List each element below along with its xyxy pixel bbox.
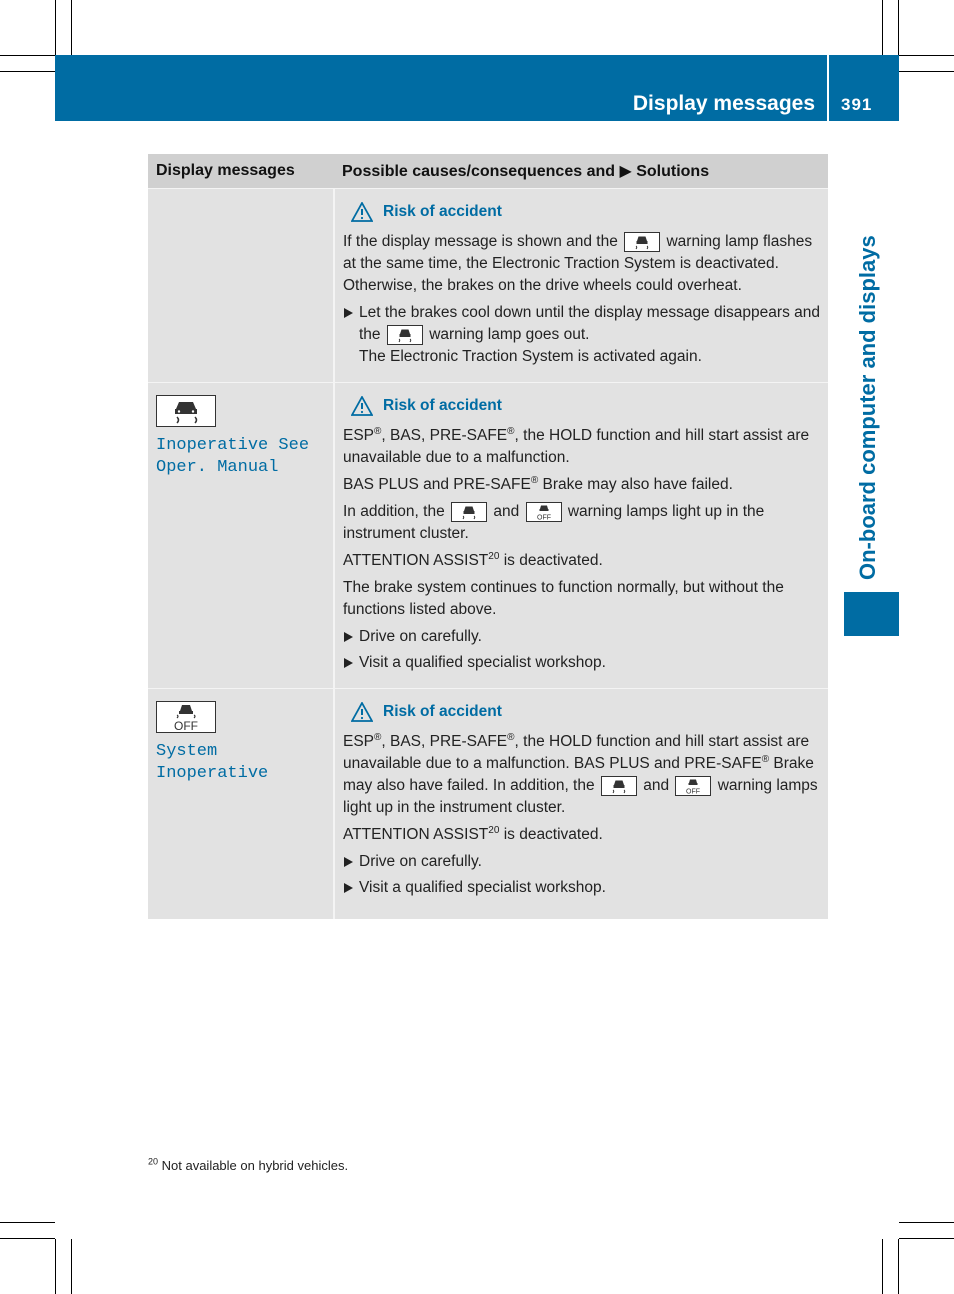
text: warning lamp flashes at the same time, the Electronic Traction System is deactivated. Otherwise, the brakes on the drive wheels could overheat. (343, 233, 813, 294)
crop-mark (899, 71, 954, 72)
display-message-text: Inoperative See Oper. Manual (156, 436, 310, 477)
footnote-ref[interactable]: 20 (488, 824, 500, 836)
solution-cell (334, 189, 828, 383)
table-header-row (148, 154, 828, 189)
text: warning lamp goes out. (429, 326, 590, 343)
text: warning lamps light up in the instrument cluster. (343, 777, 818, 816)
crop-mark (898, 1239, 899, 1294)
esp-off-lamp-icon (156, 701, 216, 733)
registered-mark: ® (374, 731, 382, 743)
text: , the HOLD function and hill start assist are unavailable due to a malfunction. (343, 427, 810, 466)
warning-heading (351, 395, 820, 417)
esp-skid-lamp-icon (387, 325, 423, 345)
display-message-cell (148, 689, 334, 920)
crop-mark (0, 55, 55, 56)
table-row (148, 189, 828, 383)
solution-cell (334, 383, 828, 689)
text: and (493, 503, 520, 520)
warning-title: Risk of accident (383, 703, 502, 720)
registered-mark: ® (374, 425, 382, 437)
display-message-cell (148, 189, 334, 383)
footnote (148, 1158, 348, 1173)
warning-triangle-icon (351, 396, 373, 416)
bullet-arrow-icon (344, 857, 353, 867)
registered-mark: ® (507, 731, 515, 743)
svg-text:OFF: OFF (536, 514, 551, 521)
warning-heading (351, 701, 820, 723)
footnote-ref[interactable]: 20 (488, 550, 500, 562)
paragraph (343, 425, 820, 469)
header-divider (827, 55, 829, 121)
bullet-arrow-icon (344, 632, 353, 642)
esp-skid-lamp-icon (451, 502, 487, 522)
warning-triangle-icon (351, 702, 373, 722)
paragraph (343, 231, 820, 297)
esp-off-lamp-icon (526, 502, 562, 522)
bullet-arrow-icon (344, 883, 353, 893)
paragraph: The brake system continues to function normally, but without the functions listed above. (343, 579, 784, 618)
col-header-display-messages: Display messages (148, 154, 334, 189)
display-message-text: System Inoperative (156, 742, 269, 783)
crop-mark (899, 1222, 954, 1223)
crop-mark (55, 0, 56, 55)
crop-mark (882, 1239, 883, 1294)
esp-skid-lamp-icon (601, 776, 637, 796)
crop-mark (0, 1238, 55, 1239)
text: ATTENTION ASSIST (343, 552, 489, 569)
esp-skid-lamp-icon (156, 395, 216, 427)
text: is deactivated. (499, 826, 603, 843)
crop-mark (71, 0, 72, 55)
esp-off-lamp-icon (675, 776, 711, 796)
table-row (148, 383, 828, 689)
instruction-step (343, 877, 820, 899)
side-chapter-tab[interactable] (844, 592, 899, 636)
paragraph (343, 824, 820, 846)
warning-title: Risk of accident (383, 203, 502, 220)
registered-mark: ® (530, 474, 539, 486)
text: ATTENTION ASSIST (343, 826, 489, 843)
paragraph (343, 474, 820, 496)
text: is deactivated. (499, 552, 603, 569)
crop-mark (899, 55, 954, 56)
registered-mark: ® (761, 753, 770, 765)
crop-mark (898, 0, 899, 55)
footnote-number: 20 (148, 1156, 159, 1167)
instruction-step (343, 652, 820, 674)
warning-heading (351, 201, 820, 223)
instruction-step (343, 302, 820, 368)
text: , BAS, PRE-SAFE (381, 733, 508, 750)
svg-text:OFF: OFF (174, 719, 198, 732)
crop-mark (0, 71, 55, 72)
paragraph (343, 731, 820, 819)
text: The Electronic Traction System is activated again. (359, 348, 702, 365)
page-header (55, 55, 899, 121)
text: Drive on carefully. (359, 853, 482, 870)
text: If the display message is shown and the (343, 233, 618, 250)
text: , the HOLD function and hill start assist are unavailable due to a malfunction. BAS PLUS and PRE-SAFE (343, 733, 810, 772)
side-chapter-text: On-board computer and displays (855, 235, 880, 580)
crop-mark (882, 0, 883, 55)
section-title: Display messages (632, 92, 815, 115)
bullet-arrow-icon (344, 308, 353, 318)
text: Let the brakes cool down until the display message disappears and the (359, 304, 820, 343)
text: warning lamps light up in the instrument cluster. (343, 503, 765, 542)
text: , BAS, PRE-SAFE (381, 427, 508, 444)
esp-skid-lamp-icon (624, 232, 660, 252)
text: Visit a qualified specialist workshop. (359, 879, 606, 896)
svg-text:OFF: OFF (686, 788, 701, 795)
crop-mark (0, 1222, 55, 1223)
crop-mark (71, 1239, 72, 1294)
paragraph (343, 501, 820, 545)
crop-mark (899, 1238, 954, 1239)
col-header-causes-solutions: Possible causes/consequences and ▶ Solutions (334, 154, 828, 189)
paragraph (343, 550, 820, 572)
text: ESP (343, 427, 375, 444)
text: BAS PLUS and PRE-SAFE (343, 476, 531, 493)
instruction-step (343, 851, 820, 873)
text: In addition, the (343, 503, 445, 520)
warning-triangle-icon (351, 202, 373, 222)
text: and (643, 777, 670, 794)
table-row (148, 689, 828, 920)
display-message-cell (148, 383, 334, 689)
footnote-text: Not available on hybrid vehicles. (158, 1158, 349, 1173)
solution-cell (334, 689, 828, 920)
display-messages-table (148, 154, 828, 919)
warning-title: Risk of accident (383, 397, 502, 414)
registered-mark: ® (507, 425, 515, 437)
page-number: 391 (841, 95, 873, 114)
instruction-step (343, 626, 820, 648)
text: Brake may also have failed. In addition, the (343, 755, 814, 794)
text: Brake may also have failed. (538, 476, 733, 493)
text: Drive on carefully. (359, 628, 482, 645)
bullet-arrow-icon (344, 658, 353, 668)
text: ESP (343, 733, 375, 750)
crop-mark (55, 1239, 56, 1294)
text: Visit a qualified specialist workshop. (359, 654, 606, 671)
